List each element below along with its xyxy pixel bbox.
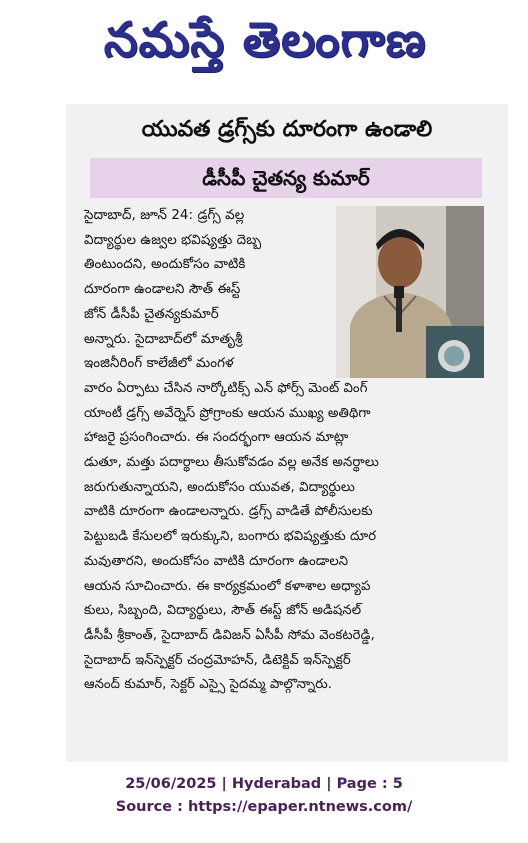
- officer-portrait-image: [336, 206, 484, 378]
- article-body-line: అన్నారు. సైదాబాద్‌లో మాతృశ్రీ: [84, 331, 243, 347]
- article-body-line: జోన్‌ డీసీపీ చైతన్యకుమార్‌: [84, 306, 219, 322]
- article-body-line: జరుగుతున్నాయని, అందుకోసం యువత, విద్యార్థులు: [84, 479, 355, 495]
- article-body-line: డుతూ, మత్తు పదార్థాలు తీసుకోవడం వల్ల అనేక అనర్థాలు: [84, 455, 379, 470]
- article-body-line: విద్యార్థుల ఉజ్వల భవిష్యత్తు దెబ్బ: [84, 232, 262, 248]
- article-body-line: మవుతారని, అందుకోసం వాటికి దూరంగా ఉండాలని: [84, 553, 349, 569]
- footer-source-line: Source : https://epaper.ntnews.com/: [115, 799, 413, 815]
- article-subhead: డీసీపీ చైతన్య కుమార్: [202, 166, 370, 190]
- article-body-line: డీసీపీ శ్రీకాంత్‌, సైదాబాద్‌ డివిజన్‌ ఏసీపీ సోమ వెంకటరెడ్డి,: [84, 627, 375, 643]
- officer-photo: [336, 206, 484, 378]
- article-body-line: ఇంజినీరింగ్‌ కాలేజీలో మంగళ: [84, 356, 234, 372]
- article-body-line: తింటుందని, అందుకోసం వాటికి: [84, 257, 246, 273]
- article-body-line: సైదాబాద్‌ ఇన్‌స్పెక్టర్‌ చంద్రమోహన్‌, డిటెక్టివ్‌ ఇన్‌స్పెక్టర్‌: [84, 652, 351, 668]
- article-body-line: సైదాబాద్‌, జూన్‌ 24: డ్రగ్స్‌ వల్ల: [84, 208, 245, 223]
- article-body-line: ఆనంద్‌ కుమార్‌, సెక్టర్‌ ఎస్సై సైదమ్మ పాల్గొన్నారు.: [84, 677, 333, 693]
- newspaper-masthead: నమస్తే తెలంగాణ: [103, 12, 427, 68]
- article-body-line: ఆయన సూచించారు. ఈ కార్యక్రమంలో కళాశాల అధ్యాప: [84, 578, 371, 594]
- article-body-line: యాంటీ డ్రగ్స్‌ అవేర్నెస్‌ ప్రోగ్రాంకు ఆయన ముఖ్య అతిథిగా: [84, 405, 371, 421]
- article-headline: యువత డ్రగ్స్‌కు దూరంగా ఉండాలి: [141, 117, 433, 142]
- article-body-line: పెట్టుబడి కేసులలో ఇరుక్కుని, బంగారు భవిష్యత్తుకు దూర: [84, 529, 377, 545]
- article-body-line: వాటికి దూరంగా ఉండాలన్నారు. డ్రగ్స్‌ వాడితే పోలీసులకు: [84, 504, 373, 520]
- article-body-line: కులు, సిబ్బంది, విద్యార్థులు, సౌత్‌ ఈస్ట్‌ జోన్‌ అడిషనల్‌: [84, 603, 362, 619]
- article-body-line: దూరంగా ఉండాలని సౌత్‌ ఈస్ట్‌: [84, 282, 241, 298]
- article-body-line: వారం ఏర్పాటు చేసిన నార్కోటిక్స్‌ ఎన్‌ ఫోర్స్‌ మెంట్‌ వింగ్‌: [84, 380, 368, 396]
- footer-date-line: 25/06/2025 | Hyderabad | Page : 5: [125, 776, 403, 792]
- article-body-line: హాజరై ప్రసంగించారు. ఈ సందర్భంగా ఆయన మాట్లా: [84, 430, 349, 446]
